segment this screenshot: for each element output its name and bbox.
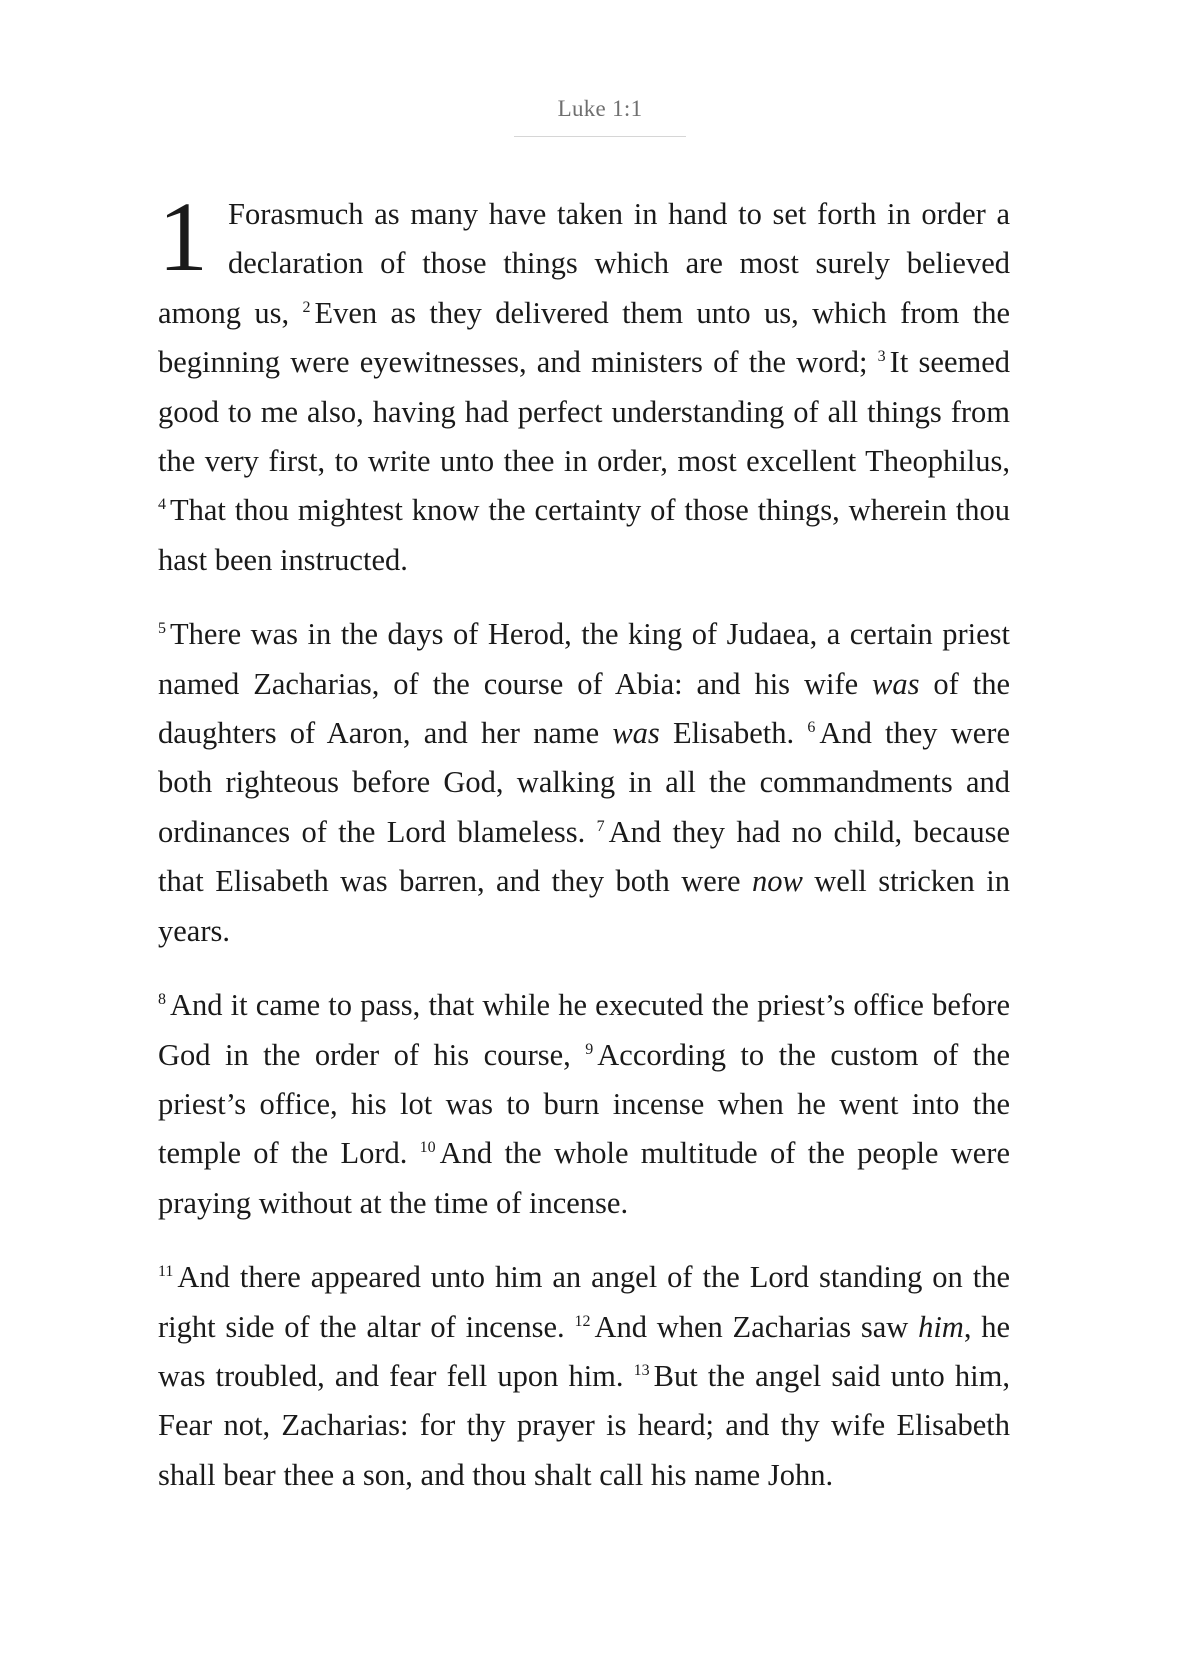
verse-text: There was in the days of Herod, the king of Judaea, a certain priest named Zacharias, of the course of Abia: and his wife: [158, 617, 1010, 701]
verse-text: , he was troubled, and fear fell upon him.: [158, 1309, 1010, 1393]
verse-text: And they were both righteous before God, walking in all the commandments and ordinances of the Lord blameless.: [158, 716, 1010, 849]
chapter-text: [158, 181, 1010, 1525]
verse-number: 3: [877, 348, 886, 366]
verse-paragraph: [158, 610, 1010, 956]
verse-text: Even as they delivered them unto us, which from the beginning were eyewitnesses, and ministers of the word;: [158, 295, 1010, 380]
page-title: Luke 1:1: [557, 96, 643, 121]
verse-number: 5: [158, 620, 166, 638]
verse-number: 4: [158, 496, 166, 514]
verse-number: 12: [574, 1312, 591, 1330]
verse-text: According to the custom of the priest’s office, his lot was to burn incense when he went into the temple of the Lord.: [158, 1037, 1010, 1171]
verse-text: But the angel said unto him, Fear not, Zacharias: for thy prayer is heard; and thy wife Elisabeth shall bear thee a son, and thou shalt call his name John.: [158, 1358, 1010, 1492]
verse-text: And they had no child, because that Elisabeth was barren, and they both were: [158, 814, 1010, 899]
verse-number: 9: [585, 1040, 594, 1058]
verse-number: 8: [158, 991, 166, 1009]
verse-text: And the whole multitude of the people were praying without at the time of incense.: [158, 1136, 1010, 1220]
chapter-number: 1: [158, 181, 208, 292]
header-divider: [514, 136, 686, 137]
verse-text: And it came to pass, that while he executed the priest’s office before God in the order of his course,: [158, 988, 1010, 1072]
verse-text: well stricken in years.: [158, 864, 1010, 948]
italic-text: was: [872, 666, 920, 701]
verse-text: Elisabeth.: [659, 716, 808, 751]
verse-number: 6: [807, 719, 816, 737]
verse-number: 2: [302, 298, 311, 316]
italic-text: was: [612, 716, 660, 751]
verse-text: Forasmuch as many have taken in hand to set forth in order a declaration of those things which are most surely believed among us,: [158, 197, 1010, 330]
verse-number: 13: [633, 1361, 650, 1379]
verse-number: 11: [158, 1263, 174, 1281]
verse-text: That thou mightest know the certainty of those things, wherein thou hast been instructed.: [158, 493, 1010, 577]
page-header: [0, 96, 1200, 137]
verse-text: of the daughters of Aaron, and her name: [158, 666, 1010, 751]
italic-text: now: [751, 864, 803, 899]
verse-paragraph: [158, 981, 1010, 1228]
verse-text: And there appeared unto him an angel of the Lord standing on the right side of the altar of incense.: [158, 1260, 1010, 1344]
verse-paragraph: [158, 181, 1010, 585]
italic-text: him: [918, 1309, 964, 1344]
verse-paragraph: [158, 1253, 1010, 1500]
verse-number: 10: [419, 1139, 436, 1157]
verse-number: 7: [596, 817, 605, 835]
verse-text: It seemed good to me also, having had perfect understanding of all things from the very first, to write unto thee in order, most excellent Theophilus,: [158, 345, 1010, 479]
verse-text: And when Zacharias saw: [594, 1309, 919, 1344]
